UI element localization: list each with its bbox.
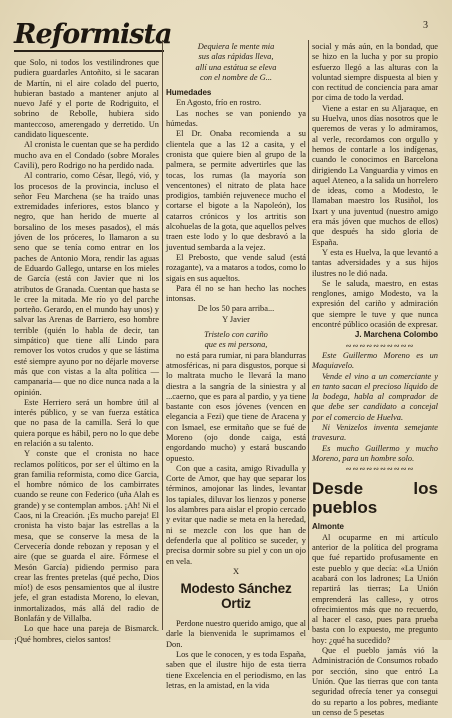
- column-divider: [162, 40, 163, 630]
- paragraph: Y conste que el cronista no hace reclamos políticos, por ser el último en la gran familia reformista, como dice Garcia, el hombre nómico de los cambirrates cuando se reune con Federico (uña Alah es grande) y se contemplan ambos. ¡Ah! Ni el Caos, ni la Creación. ¡Es mucho pareja! El cronista ha visto bajar las estrellas a la mesa, que se conserve la mesa de la Cervecería donde rebozan y reposan y el aire (que se guarda el aire. Fórmese el Mesón García) pidiendo permiso para crear las frentes pretelas (qué pecho, Dios mío!) de esos pensamientos que al ilustre jefe, el gran estadista Moreno, lo elevan, inmortalizados, más allá del radio de Bonlafán y de Villalba.: [14, 449, 159, 624]
- poem-line: Dequiera le mente mia: [197, 42, 275, 51]
- paragraph: Al cronista le cuentan que se ha perdido mucho ava en el Condado (sobre Morales Cavili), pero Rodrigo no ha perdido nada.: [14, 140, 159, 170]
- masthead-rule: [14, 50, 164, 52]
- paragraph: Para él no se han hecho las noches intonsas.: [166, 283, 306, 304]
- paragraph: Los que le conocen, y es toda España, saben que el ilustre hijo de esta tierra tiene Excelencia en el periodismo, en las letras, en la amistad, en la vida: [166, 650, 306, 690]
- signature: J. Marchena Colombo: [354, 330, 438, 340]
- section-heading: Humedades: [166, 88, 212, 98]
- signature-mark: X: [232, 566, 240, 576]
- paragraph: Se le saluda, maestro, en estas renglones, amigo Modesto, va la expresión del cariño y admiración que siempre le tuve y que nunca encontré público ocasión de expresar.: [312, 278, 438, 330]
- section-headline: Desde los pueblos: [312, 479, 438, 518]
- paragraph: social y más aún, en la bondad, que se hizo en la lucha y por su propio esfuerzo llegó a las alturas con la voluntad siempre dispuesta al bien y con rectitud de conciencia para amar por cima de todo la verdad.: [312, 42, 438, 103]
- paragraph: Y esta es Huelva, la que levantó a tantas adversidades y a sus hijos ilustres no le dió nada.: [312, 247, 438, 278]
- paragraph: Al contrario, como César, llegó, vió, y los procesos de la provincia, incluso el señor Feu Marchena (se ha traído unas extremidades inferiores, estos blanco y negro, que han herido de muerte al borsalino de los meses pasados), el más jóven de los próceres, lo llamaron a su seno que se tenía como entrar en los paches de Antonio Mora, rendir las aguas de Eduardo Gallego, untarse en los mieles de García (está con Javier que ni los atributos de Granada. Cuentan que hasta se le cree la mitada. Me río yo del parche porteño. Gerardo, en el mundo hay unos) y salvar las Arenas de Barriero, eso hombre terrible (quién lo habla de decir, tan simpático) que tiene allí Lindo para remover los votos crudos y que se lástima esté siempre ayuno por no déjarle moverse más que con vistas a la alta política —campanaria— que no dice nunca nada a la opinión.: [14, 171, 159, 397]
- poem-line: que es mi persona,: [204, 340, 268, 350]
- paragraph: El Prebosto, que vende salud (está rozagante), va a mataros a todos, como lo sigais en sus aqueltos.: [166, 252, 306, 283]
- paragraph: que Solo, ni todos los vestilindrones que pudiera guardarles Antoñito, si le sacaran de Martín, ni el aire colado del puerto, hubieran bastado a mantener anjuto al nuevo Jafé y el porte de Rodriguito, el sobrino de Rebolle, hubiera sido manteccoso, amerengado y derretido. Un candidato liquescente.: [14, 58, 159, 140]
- paragraph: Lo que hace una pareja de Bismarck. ¡Qué hombres, cielos santos!: [14, 624, 159, 644]
- paragraph: Con que a casita, amigo Rivadulla y Corte de Amor, que hay que separar los términos, amojonar las lindes, levantar los tapiales, diluvar los lienzos y ponerse los alambres para aislar el propio cercado y evitar que nadie se meta en la heredad, ni se mezcle con los que han de defenderla que al político se suceder, y precisa dormir sobre su piel y con un ojo en vela.: [166, 463, 306, 566]
- paragraph: De los 50 para arriba...: [197, 304, 275, 314]
- paragraph: El Dr. Onaba recomienda a su clientela que a las 12 a casita, y el cronista que quiere bien al grupo de la palmera, se permite advertirles que las tocas, los rumas (la mayoría son vencentones) el nitrato de plata hace prodigios, también rejuvenece mucho el cortarse el bigote a la Napoleón), los catarros crónicos y los artritis son alcohuelas de la gota, que aquellos pelves traen este lodo y lo que desbravó a la juventud sembarda a la vejez.: [166, 129, 306, 252]
- paragraph: no está para rumiar, ni para blandurras atmosféricas, ni para disgustos, porque si lo maltrata mucho le llevará la mano diestra a la sangría de la siniestra y al ...caerno, que es para al pardio, y ya tiene bastante con esos jóvenes (vencen en elegancia a Fezi) que tiene de Aracena y con Ismael, ese ermitaño que se fué de Moreno (ojo donde caiga, está engordando mucho) y estará buscando opuesto.: [166, 350, 306, 463]
- paragraph: Que el pueblo jamás vió la Administración de Consumos robado por sección, sino que entró La Unión. Que las tierras que con tanta seguridad ofrecía tener ya consegui do su reparto a los pobres, mediante un censo de 5 pesetas: [312, 646, 438, 717]
- section-subheading: Almonte: [312, 522, 344, 532]
- masthead-title: Reformista: [14, 19, 172, 50]
- paragraph: Viene a estar en su Aljaraque, en su Huelva, unos días nosotros que le queremos de veras y lo admiramos, al verle, recordamos con orgullo y hemos de contarle a los indígenas, cuando le conocimos en Barcelona dirigiendo La Vanguardia y vimos en aquel Ateneo, a la salida un horrelero de ideas, como a Modesto, le llamaban maestro los Rusiñol, los Ixart y una juventud (nuestro amigo era más jóven que muchos de ellos) que después ha sido gloria de España.: [312, 103, 438, 247]
- paragraph: Las noches se van poniendo ya húmedas.: [166, 108, 306, 129]
- ornament-separator: ∾∾∾∾∾∾∾∾∾∾: [345, 465, 415, 474]
- poem-line: sus alas rápidas lleva,: [198, 52, 274, 62]
- paragraph: Este Guillermo Moreno es un Maquiavelo.: [312, 350, 438, 371]
- ornament-separator: ∾∾∾∾∾∾∾∾∾∾: [345, 341, 415, 350]
- poem-line: Tristelo con cariño: [204, 330, 268, 340]
- paragraph: En Agosto, frío en rostro.: [176, 98, 262, 108]
- masthead: [14, 18, 172, 52]
- column-3: [312, 42, 438, 718]
- paragraph: Y Javier: [222, 314, 250, 324]
- paragraph: Vende el vino a un comerciante y en tanto sacan el precioso líquido de la bodega, habla al comprador de que debe ser candidato a concejal por el comercio de Huelva.: [312, 371, 438, 422]
- page-number: 3: [423, 20, 428, 31]
- paragraph: Ni Venizelos inventa semejante travesura.: [312, 422, 438, 443]
- poem-line: con el nombre de G...: [199, 72, 273, 82]
- article-headline: Modesto Sánchez Ortiz: [180, 581, 292, 612]
- column-divider: [308, 40, 309, 630]
- paragraph: Este Herriero será un hombre útil al interés público, y se van fuerza estática que no pasa de la camilla. Será lo que quiera porque es hábil, pero no lo que debe en relación a su talento.: [14, 397, 159, 448]
- column-2: [166, 42, 306, 691]
- paragraph: Es mucho Guillermo y mucho Moreno, para un hombre solo.: [312, 443, 438, 463]
- paragraph: Perdone nuestro querido amigo, que al darle la bienvenida le suprimamos el Don.: [166, 619, 306, 649]
- poem-line: allí una estátua se eleva: [195, 62, 277, 72]
- paragraph: Al ocuparme en mi artículo anterior de la política del programa que fué repartido profusamente en este pueblo y que decía: «La Unión acabará con los ladrones; La Unión repartirá las tierras; La Unión emprenderá las calles», y otros ofrecimientos más que no recuerdo, al hacer el caso, pues para prueba basta con lo expuesto, me pregunto hoy: ¿qué ha sucedido?: [312, 532, 438, 645]
- column-1: [14, 58, 159, 645]
